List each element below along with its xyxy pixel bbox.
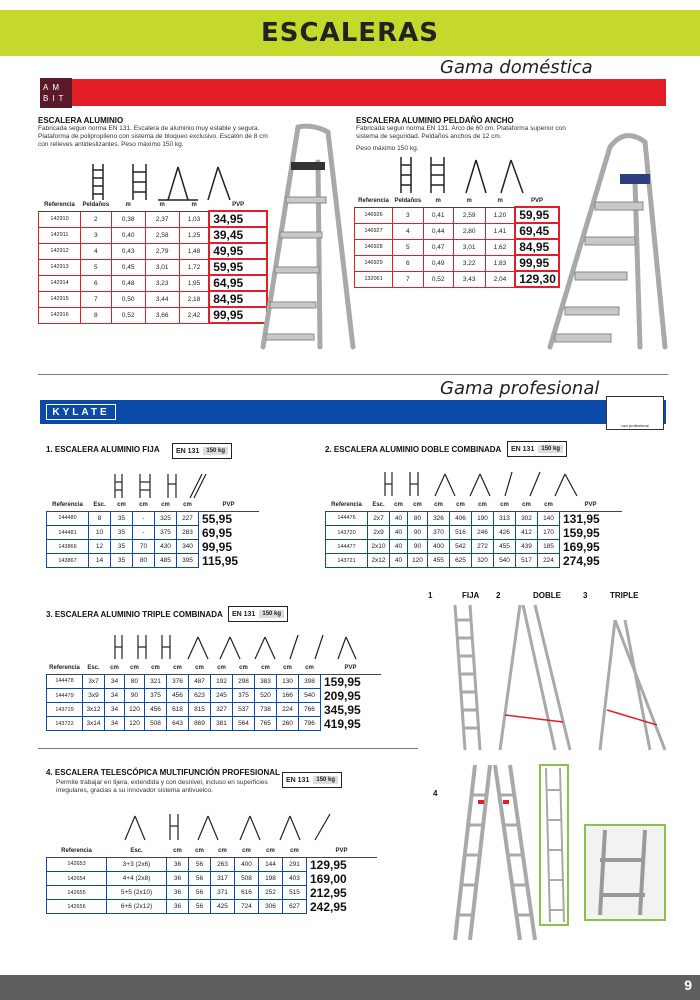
price: 159,95 xyxy=(563,525,600,540)
product-title: 1. ESCALERA ALUMINIO FIJA xyxy=(46,445,160,454)
price: 34,95 xyxy=(209,211,267,227)
product-title: 4. ESCALERA TELESCÓPICA MULTIFUNCIÓN PROFESIONAL xyxy=(46,768,280,777)
product-table-doble: Referencia Esc. cm cm cm cm cm cm cm cm PVP 144476 2x7 40 80 326 406 190 313 302 140 131,95 143720 2x9 40 90 370 516 246 426 412 170 159,95 144477 2x10 40 90 400 542 272 455 439 185 169,95 143721 2x12 40 120 455 625 320 540 517 224 274,95 xyxy=(325,500,622,568)
ladder-dimension-icons xyxy=(110,472,210,500)
product-title: 3. ESCALERA ALUMINIO TRIPLE COMBINADA xyxy=(46,610,223,619)
table-row: 146928 5 0,47 3,01 1,62 84,95 xyxy=(355,239,559,255)
table-row: 142653 3+3 (2x6) 36 56 263 400 144 291 129,95 xyxy=(47,857,377,872)
table-row: 142910 2 0,38 2,37 1,03 34,95 xyxy=(39,211,268,227)
table-row: 142914 6 0,48 3,23 1,95 64,95 xyxy=(39,275,268,291)
photo-label-number: 2 xyxy=(496,591,501,600)
table-row: 132061 7 0,52 3,43 2,04 129,30 xyxy=(355,271,559,287)
section-divider xyxy=(38,748,418,749)
domestic-banner xyxy=(40,79,666,106)
table-row: 143867 14 35 80 485 395 115,95 xyxy=(47,554,259,568)
table-row: 144476 2x7 40 80 326 406 190 313 302 140 131,95 xyxy=(326,511,622,526)
page-header xyxy=(0,10,700,56)
price: 69,45 xyxy=(515,223,559,239)
price: 55,95 xyxy=(202,511,233,526)
professional-banner xyxy=(40,400,666,424)
ladder-dimension-icons xyxy=(88,162,238,202)
table-row: 143720 2x9 40 90 370 516 246 426 412 170 159,95 xyxy=(326,526,622,540)
photo-label-triple: TRIPLE xyxy=(610,591,639,600)
product-description: Fabricada segun norma EN 131. Arco de 60 cm. Plataforma superior con sistema de seguridad. Peldaños anchos de 12 cm. xyxy=(356,125,566,140)
ladder-dimension-icons xyxy=(110,633,360,661)
price: 274,95 xyxy=(563,553,600,568)
price: 59,95 xyxy=(515,207,559,223)
product-title: ESCALERA ALUMINIO xyxy=(38,116,124,125)
table-row: 144479 3x9 34 90 375 456 623 245 375 520 166 540 209,95 xyxy=(47,689,381,703)
price: 212,95 xyxy=(310,885,347,900)
table-row: 142911 3 0,40 2,58 1,25 39,45 xyxy=(39,227,268,243)
table-row: 144477 2x10 40 90 400 542 272 455 439 185 169,95 xyxy=(326,540,622,554)
product-description: Permite trabajar en tijera, extendida y con desnivel, incluso en superficies irregulares, gracias a su innovador sistema antivuelco. xyxy=(56,779,268,794)
section-divider xyxy=(38,374,668,375)
product-table-domestic-2: Referencia Peldaños m m m PVP 146926 3 0,41 2,59 1,20 59,95 146927 4 0,44 2,80 1,41 69,45 146928 5 0,47 3,01 1,62 84,95 146929 6 0,49 3,22 1,83 99,95 132061 7 0,52 3,43 2,04 129,30 xyxy=(354,196,560,288)
table-row: 146926 3 0,41 2,59 1,20 59,95 xyxy=(355,207,559,223)
en131-badge: EN 131 150 kg xyxy=(507,441,567,457)
table-row: 143721 2x12 40 120 455 625 320 540 517 224 274,95 xyxy=(326,554,622,568)
table-row: 142913 5 0,45 3,01 1,72 59,95 xyxy=(39,259,268,275)
en131-badge: EN 131 150 kg xyxy=(282,772,342,788)
price: 159,95 xyxy=(324,674,361,689)
price: 115,95 xyxy=(202,553,239,568)
telescopic-ladder-photo xyxy=(440,760,670,950)
price: 242,95 xyxy=(310,899,347,914)
table-row: 144480 8 35 - 325 227 55,95 xyxy=(47,511,259,526)
price: 209,95 xyxy=(324,688,361,703)
section-title-domestic: Gama doméstica xyxy=(440,57,593,78)
price: 129,30 xyxy=(515,271,559,287)
price: 129,95 xyxy=(310,857,347,872)
price: 84,95 xyxy=(209,291,267,307)
product-table-domestic-1: Referencia Peldaños m m m PVP 142910 2 0,38 2,37 1,03 34,95 142911 3 0,40 2,58 1,25 39,45 142912 4 0,43 2,79 1,48 49,95 142913 5 0,45 3,01 1,72 59,95 142914 6 0,48 3,23 1,95 64,95 142915 7 0,50 3,44 2,18 84,95 142916 8 0,52 3,66 2,42 99,95 xyxy=(38,200,268,324)
price: 99,95 xyxy=(515,255,559,271)
price: 345,95 xyxy=(324,702,361,717)
price: 69,95 xyxy=(202,525,233,540)
table-row: 142916 8 0,52 3,66 2,42 99,95 xyxy=(39,307,268,323)
price: 59,95 xyxy=(209,259,267,275)
table-row: 142912 4 0,43 2,79 1,48 49,95 xyxy=(39,243,268,259)
table-row: 142656 6+6 (2x12) 36 56 425 724 306 627 242,95 xyxy=(47,900,377,914)
table-row: 146927 4 0,44 2,80 1,41 69,45 xyxy=(355,223,559,239)
price: 99,95 xyxy=(209,307,267,323)
ladder-dimension-icons xyxy=(380,470,590,498)
price: 49,95 xyxy=(209,243,267,259)
photo-label-fija: FIJA xyxy=(462,591,480,600)
table-row: 144478 3x7 34 80 321 376 487 192 298 383 130 398 159,95 xyxy=(47,674,381,689)
product-table-fija: Referencia Esc. cm cm cm cm PVP 144480 8 35 - 325 227 55,95 144481 10 35 - 375 283 69,95 143866 12 35 70 430 340 99,95 143867 14 35 80 485 395 115,95 xyxy=(46,500,259,568)
kylate-logo: KYLATE xyxy=(46,404,116,420)
table-row: 142915 7 0,50 3,44 2,18 84,95 xyxy=(39,291,268,307)
price: 169,95 xyxy=(563,539,600,554)
price: 99,95 xyxy=(202,539,233,554)
table-row: 143866 12 35 70 430 340 99,95 xyxy=(47,540,259,554)
extension-ladders-photo xyxy=(425,600,675,755)
page-number: 9 xyxy=(684,977,692,993)
photo-label-doble: DOBLE xyxy=(533,591,561,600)
page-footer xyxy=(0,975,700,1000)
ambit-logo: AM BIT xyxy=(40,78,72,108)
photo-label-number: 1 xyxy=(428,591,433,600)
wide-step-ladder-photo xyxy=(540,122,670,352)
product-description: Fabricada segun norma EN 131. Escalera de aluminio muy estable y segura. Plataforma de polipropileno con sistema de bloqueo exclusivo. Escalón de 8 cm con relieves antideslizantes. Peso máximo 150 kg. xyxy=(38,125,268,148)
photo-label-number: 4 xyxy=(433,789,438,798)
price: 84,95 xyxy=(515,239,559,255)
table-row: 146929 6 0,49 3,22 1,83 99,95 xyxy=(355,255,559,271)
section-title-professional: Gama profesional xyxy=(440,378,600,399)
table-row: 143722 3x14 34 120 508 643 869 381 564 765 260 796 419,95 xyxy=(47,717,381,731)
table-row: 142654 4+4 (2x8) 36 56 317 508 198 403 169,00 xyxy=(47,872,377,886)
table-row: 143719 3x12 34 120 456 618 815 327 537 738 224 766 345,95 xyxy=(47,703,381,717)
en131-badge: EN 131 150 kg xyxy=(172,443,232,459)
step-ladder-photo xyxy=(258,122,358,352)
ladder-dimension-icons xyxy=(120,812,340,842)
product-weight: Peso máximo 150 kg. xyxy=(356,145,419,152)
en131-badge: EN 131 150 kg xyxy=(228,606,288,622)
price: 169,00 xyxy=(310,871,347,886)
photo-label-number: 3 xyxy=(583,591,588,600)
table-row: 142655 5+5 (2x10) 36 56 371 616 252 515 212,95 xyxy=(47,886,377,900)
price: 39,45 xyxy=(209,227,267,243)
price: 64,95 xyxy=(209,275,267,291)
table-row: 144481 10 35 - 375 283 69,95 xyxy=(47,526,259,540)
price: 131,95 xyxy=(563,511,600,526)
page-title: ESCALERAS xyxy=(261,18,439,48)
professional-use-badge: uso profesional xyxy=(606,396,664,430)
product-table-triple: Referencia Esc. cm cm cm cm cm cm cm cm cm cm PVP 144478 3x7 34 80 321 376 487 192 298 383 130 398 159,95 144479 3x9 34 90 375 456 623 245 375 520 166 540 209,95 143719 3x12 34 120 456 618 815 327 537 738 224 766 345,95 143722 3x14 34 120 508 643 869 381 564 765 260 796 419,95 xyxy=(46,663,381,731)
product-title: ESCALERA ALUMINIO PELDAÑO ANCHO xyxy=(356,116,514,125)
ladder-dimension-icons xyxy=(396,155,526,195)
product-table-telescopica: Referencia Esc. cm cm cm cm cm cm PVP 142653 3+3 (2x6) 36 56 263 400 144 291 129,95 142654 4+4 (2x8) 36 56 317 508 198 403 169,00 142655 5+5 (2x10) 36 56 371 616 252 515 212,95 142656 6+6 (2x12) 36 56 425 724 306 627 242,95 xyxy=(46,846,377,914)
product-title: 2. ESCALERA ALUMINIO DOBLE COMBINADA xyxy=(325,445,502,454)
price: 419,95 xyxy=(324,716,361,731)
